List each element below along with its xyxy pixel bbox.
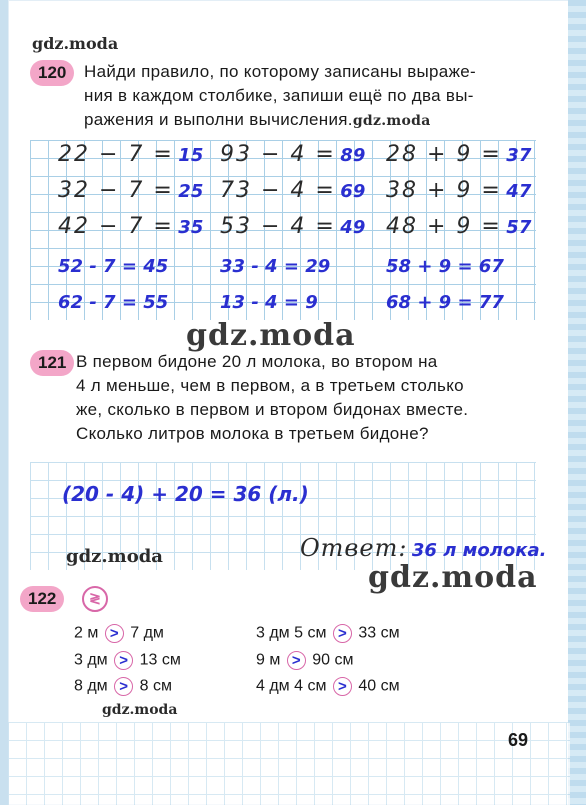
- added-expression: 33 - 4 = 29: [220, 256, 331, 277]
- task-121-text: [76, 350, 468, 446]
- expression-row: 28 + 9 = 37: [386, 142, 532, 167]
- page-edge: [568, 0, 586, 805]
- task-122-number: 122: [20, 586, 64, 612]
- added-expression: 52 - 7 = 45: [58, 256, 169, 277]
- expression-row: 93 − 4 = 89: [220, 142, 366, 167]
- comparison-sign: >: [333, 677, 352, 696]
- added-expression: 68 + 9 = 77: [386, 292, 504, 313]
- comparison-sign: >: [114, 677, 133, 696]
- comparison-row: 4 дм 4 см > 40 см: [256, 677, 400, 695]
- task-120-number: 120: [30, 60, 74, 86]
- expression-row: 38 + 9 = 47: [386, 178, 532, 203]
- comparison-row: 8 дм > 8 см: [74, 677, 172, 695]
- comparison-row: 9 м > 90 см: [256, 651, 354, 669]
- bottom-grid: [8, 722, 570, 805]
- comparison-sign: >: [287, 651, 306, 670]
- added-expression: 13 - 4 = 9: [220, 292, 318, 313]
- watermark: gdz.moda: [186, 318, 356, 353]
- task-120-line: Найди правило, по которому записаны выраже-: [84, 62, 476, 81]
- compare-icon: ≷: [82, 586, 108, 612]
- task-120-line: ражения и выполни вычисления.gdz.moda: [84, 110, 431, 129]
- added-expression: 62 - 7 = 55: [58, 292, 169, 313]
- watermark: gdz.moda: [102, 702, 178, 718]
- expression-row: 53 − 4 = 49: [220, 214, 366, 239]
- added-expression: 58 + 9 = 67: [386, 256, 504, 277]
- comparison-sign: >: [105, 624, 124, 643]
- solution-expression: (20 - 4) + 20 = 36 (л.): [62, 482, 309, 506]
- comparison-row: 2 м > 7 дм: [74, 624, 164, 642]
- expression-row: 32 − 7 = 25: [58, 178, 204, 203]
- task-120-text: [84, 60, 476, 133]
- comparison-sign: >: [333, 624, 352, 643]
- watermark: gdz.moda: [32, 34, 119, 53]
- task-121-line: же, сколько в первом и втором бидонах вместе.: [76, 400, 469, 419]
- task-121-line: Сколько литров молока в третьем бидоне?: [76, 424, 429, 443]
- watermark: gdz.moda: [368, 560, 538, 595]
- task-120-line: ния в каждом столбике, запиши ещё по два вы-: [84, 86, 474, 105]
- task-121-number: 121: [30, 350, 74, 376]
- watermark: gdz.moda: [66, 546, 163, 567]
- expression-row: 73 − 4 = 69: [220, 178, 366, 203]
- task-121-line: 4 л меньше, чем в первом, а в третьем столько: [76, 376, 464, 395]
- task-121-line: В первом бидоне 20 л молока, во втором на: [76, 352, 438, 371]
- comparison-sign: >: [114, 651, 133, 670]
- comparison-row: 3 дм > 13 см: [74, 651, 181, 669]
- expression-row: 48 + 9 = 57: [386, 214, 532, 239]
- watermark: gdz.moda: [352, 113, 431, 129]
- page-number: 69: [508, 730, 529, 750]
- answer-line: Ответ: 36 л молока.: [300, 534, 547, 562]
- expression-row: 22 − 7 = 15: [58, 142, 204, 167]
- comparison-row: 3 дм 5 см > 33 см: [256, 624, 400, 642]
- expression-row: 42 − 7 = 35: [58, 214, 204, 239]
